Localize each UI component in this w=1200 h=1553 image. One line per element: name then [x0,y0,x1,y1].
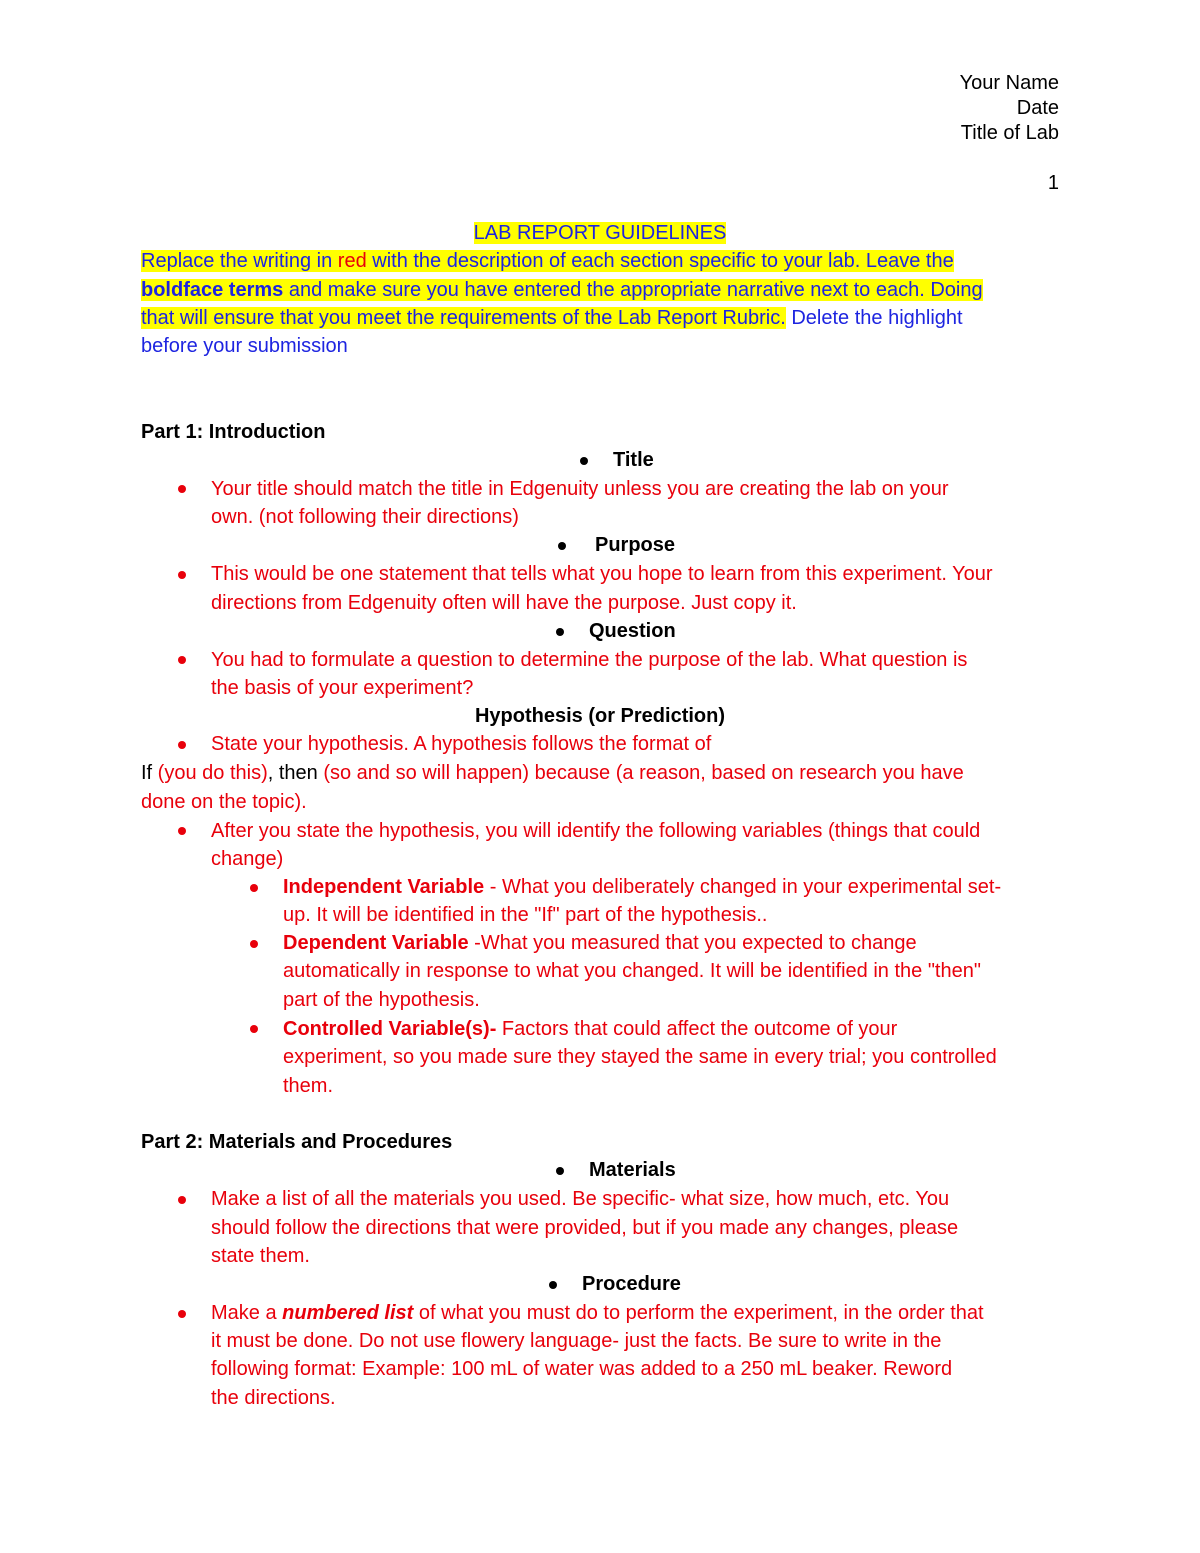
materials-desc-line-2: should follow the directions that were provided, but if you made any changes, please [211,1217,959,1239]
part2-heading: Part 2: Materials and Procedures [141,1131,453,1153]
hypothesis-desc-line-1: State your hypothesis. A hypothesis follows the format of [211,733,712,755]
intro-line-4: before your submission [141,335,348,357]
title-label: Title [613,449,654,471]
purpose-desc-line-1: This would be one statement that tells what you hope to learn from this experiment. Your [211,563,993,585]
variables-desc-line-2: change) [211,848,284,870]
title-desc-line-2: own. (not following their directions) [211,506,519,528]
procedure-desc-line-3: following format: Example: 100 mL of water was added to a 250 mL beaker. Reword [211,1358,953,1380]
bullet-icon [558,542,566,550]
materials-desc-line-3: state them. [211,1245,310,1267]
question-desc-line-2: the basis of your experiment? [211,677,474,699]
variables-desc-line-1: After you state the hypothesis, you will identify the following variables (things that could [211,820,981,842]
purpose-label: Purpose [595,534,676,556]
materials-desc-line-1: Make a list of all the materials you used. Be specific- what size, how much, etc. You [211,1188,950,1210]
hypothesis-desc-line-2: If (you do this), then (so and so will happen) because (a reason, based on research you have [141,762,964,784]
title-desc-line-1: Your title should match the title in Edgenuity unless you are creating the lab on your [211,478,949,500]
procedure-desc-line-1: Make a numbered list of what you must do to perform the experiment, in the order that [211,1302,984,1324]
controlled-variable-line-1: Controlled Variable(s)- Factors that could affect the outcome of your [283,1018,898,1040]
dependent-variable-line-2: automatically in response to what you changed. It will be identified in the "then" [283,960,981,982]
bullet-icon [250,884,258,892]
question-desc-line-1: You had to formulate a question to determine the purpose of the lab. What question is [211,649,968,671]
page-number: 1 [1047,172,1059,194]
bullet-icon [178,1310,186,1318]
question-label: Question [589,620,676,642]
document-title: LAB REPORT GUIDELINES [473,222,727,244]
dependent-variable-line-1: Dependent Variable -What you measured that you expected to change [283,932,917,954]
bullet-icon [178,571,186,579]
hypothesis-desc-line-3: done on the topic). [141,791,307,813]
materials-label: Materials [589,1159,676,1181]
independent-variable-line-2: up. It will be identified in the "If" part of the hypothesis.. [283,904,768,926]
bullet-icon [556,628,564,636]
bullet-icon [178,485,186,493]
dependent-variable-line-3: part of the hypothesis. [283,989,480,1011]
bullet-icon [549,1281,557,1289]
bullet-icon [178,827,186,835]
header-lab-title: Title of Lab [960,122,1059,144]
bullet-icon [178,1196,186,1204]
controlled-variable-line-2: experiment, so you made sure they stayed the same in every trial; you controlled [283,1046,997,1068]
header-name: Your Name [959,72,1059,94]
procedure-desc-line-2: it must be done. Do not use flowery language- just the facts. Be sure to write in the [211,1330,942,1352]
intro-line-3: that will ensure that you meet the requirements of the Lab Report Rubric. Delete the highlight [141,307,963,329]
purpose-desc-line-2: directions from Edgenuity often will have the purpose. Just copy it. [211,592,797,614]
intro-line-2: boldface terms and make sure you have entered the appropriate narrative next to each. Doing [141,279,983,301]
part1-heading: Part 1: Introduction [141,421,326,443]
bullet-icon [556,1167,564,1175]
bullet-icon [250,1025,258,1033]
independent-variable-line-1: Independent Variable - What you deliberately changed in your experimental set- [283,876,1002,898]
hypothesis-label: Hypothesis (or Prediction) [474,705,726,727]
header-date: Date [1016,97,1059,119]
bullet-icon [178,741,186,749]
bullet-icon [178,656,186,664]
controlled-variable-line-3: them. [283,1075,334,1097]
bullet-icon [580,457,588,465]
procedure-label: Procedure [582,1273,681,1295]
procedure-desc-line-4: the directions. [211,1387,336,1409]
bullet-icon [250,940,258,948]
intro-line-1: Replace the writing in red with the description of each section specific to your lab. Leave the [141,250,954,272]
